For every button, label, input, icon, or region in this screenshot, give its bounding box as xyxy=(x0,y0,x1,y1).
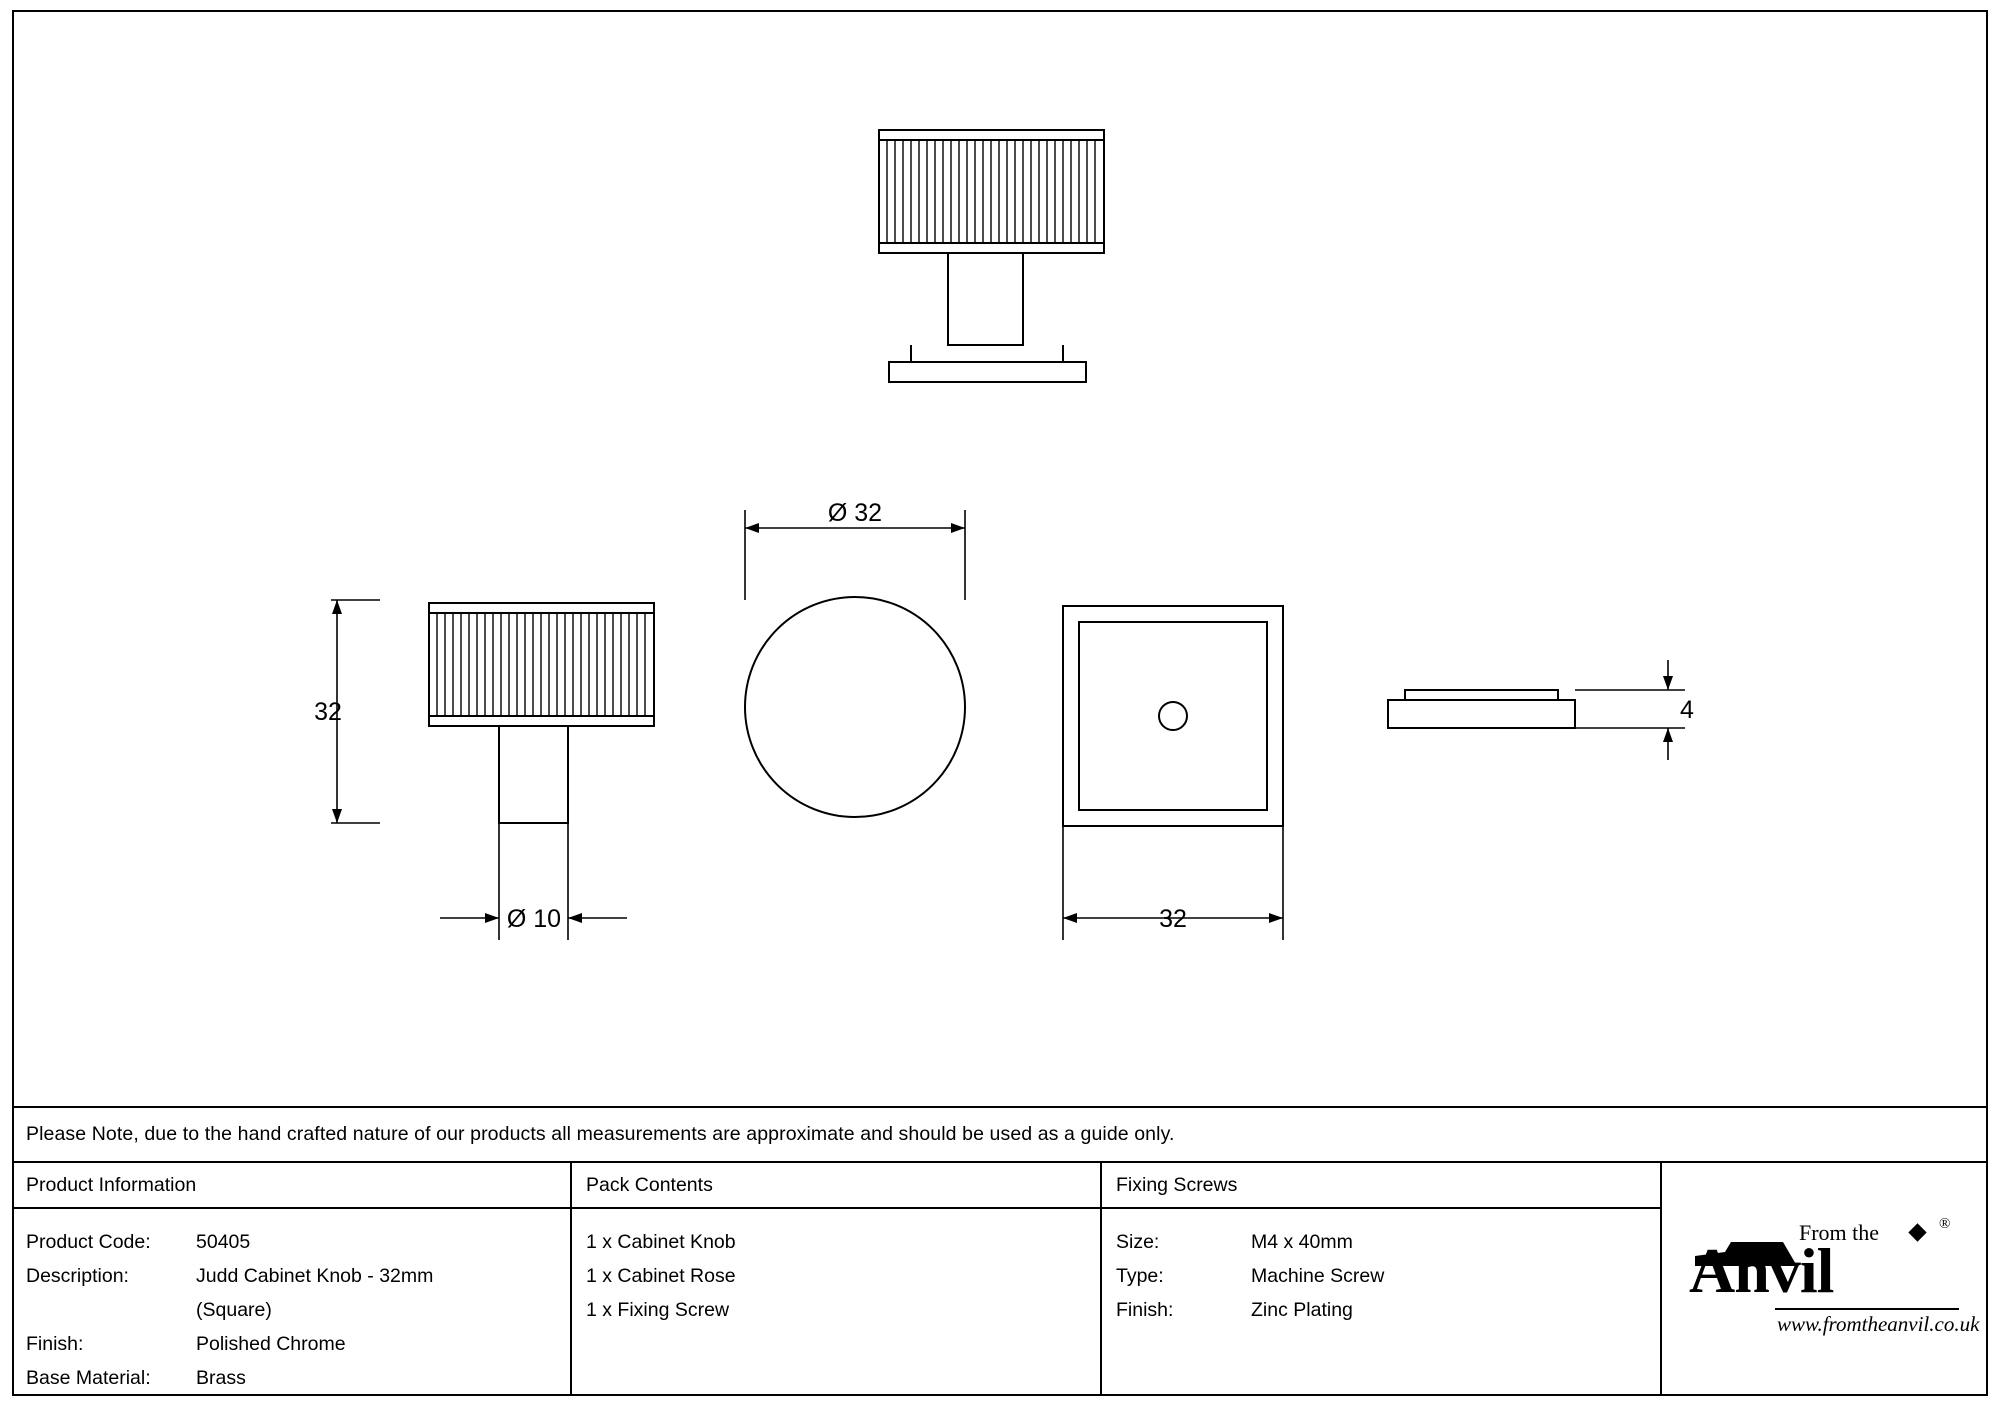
diamond-icon xyxy=(1908,1223,1926,1241)
finish-label: Finish: xyxy=(26,1333,84,1355)
screw-finish-value: Zinc Plating xyxy=(1251,1299,1353,1321)
dimension-label-thickness: 4 xyxy=(1680,696,1694,724)
pack-contents-body xyxy=(572,1209,1100,1327)
screw-size-row xyxy=(1116,1225,1660,1259)
description-label: Description: xyxy=(26,1265,129,1287)
fixing-screws-heading: Fixing Screws xyxy=(1102,1163,1660,1209)
registered-trademark-icon: ® xyxy=(1939,1216,1951,1232)
list-item: 1 x Fixing Screw xyxy=(586,1299,730,1321)
pack-contents-column xyxy=(572,1163,1102,1396)
information-block xyxy=(12,1163,1988,1396)
dimension-label-rose-width: 32 xyxy=(1159,905,1187,933)
product-code-value: 50405 xyxy=(196,1231,251,1253)
screw-finish-label: Finish: xyxy=(1116,1299,1174,1321)
fixing-screws-body xyxy=(1102,1209,1660,1327)
screw-type-label: Type: xyxy=(1116,1265,1164,1287)
screw-type-row xyxy=(1116,1259,1660,1293)
description-row xyxy=(26,1259,570,1293)
brand-underline xyxy=(1775,1308,1959,1310)
product-code-row xyxy=(26,1225,570,1259)
list-item: 1 x Cabinet Rose xyxy=(586,1265,736,1287)
base-material-label: Base Material: xyxy=(26,1367,151,1389)
finish-row xyxy=(26,1327,570,1361)
brand-logo xyxy=(1662,1163,1986,1396)
brand-logo-column xyxy=(1662,1163,1986,1396)
screw-type-value: Machine Screw xyxy=(1251,1265,1385,1287)
screw-finish-row xyxy=(1116,1293,1660,1327)
base-material-row xyxy=(26,1361,570,1395)
base-material-value: Brass xyxy=(196,1367,246,1389)
dimension-label-height: 32 xyxy=(314,698,342,726)
brand-name-text: Anvil xyxy=(1689,1235,1834,1306)
note-bar xyxy=(12,1106,1988,1163)
approximate-measurements-note: Please Note, due to the hand crafted nature of our products all measurements are approximate and should be used as a guide only. xyxy=(26,1123,1175,1145)
description-value: Judd Cabinet Knob - 32mm xyxy=(196,1265,434,1287)
screw-size-label: Size: xyxy=(1116,1231,1160,1253)
pack-contents-heading: Pack Contents xyxy=(572,1163,1100,1209)
list-item: 1 x Cabinet Knob xyxy=(586,1231,736,1253)
description-row-continued xyxy=(26,1293,570,1327)
product-information-heading: Product Information xyxy=(12,1163,570,1209)
brand-url-text: www.fromtheanvil.co.uk xyxy=(1777,1312,1980,1336)
finish-value: Polished Chrome xyxy=(196,1333,346,1355)
screw-size-value: M4 x 40mm xyxy=(1251,1231,1353,1253)
product-code-label: Product Code: xyxy=(26,1231,151,1253)
product-information-body xyxy=(12,1209,570,1395)
description-value-continued: (Square) xyxy=(196,1299,272,1321)
fixing-screws-column xyxy=(1102,1163,1662,1396)
brand-from-the-text: From the xyxy=(1799,1220,1880,1245)
product-information-column xyxy=(12,1163,572,1396)
dimension-label-diameter: Ø 32 xyxy=(827,499,883,527)
dimension-label-stem-dia: Ø 10 xyxy=(506,905,562,933)
